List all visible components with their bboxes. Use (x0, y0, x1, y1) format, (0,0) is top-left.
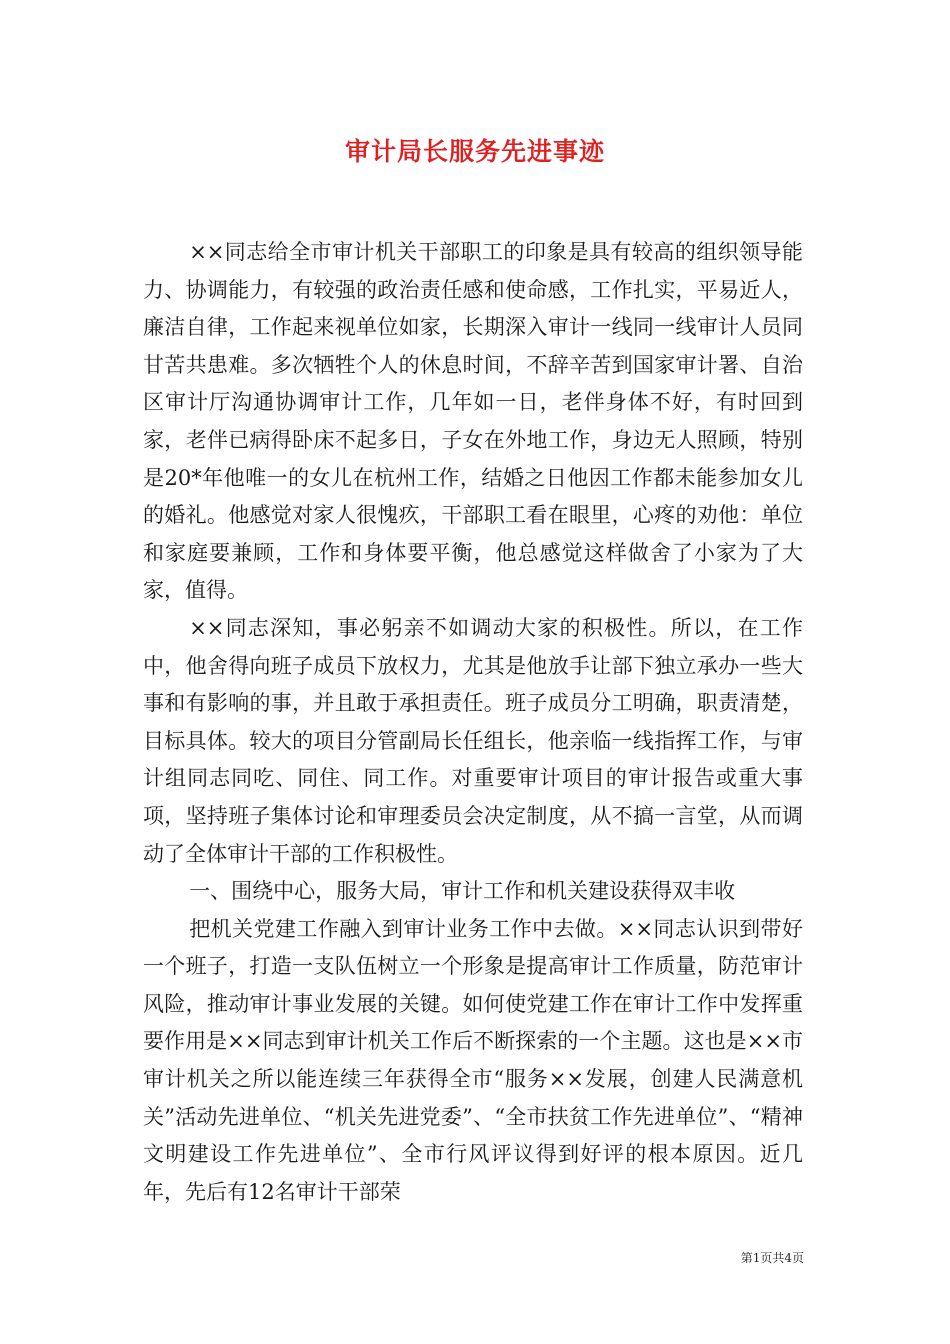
paragraph: ××同志给全市审计机关干部职工的印象是具有较高的组织领导能力、协调能力，有较强的政治责任感和使命感，工作扎实，平易近人，廉洁自律，工作起来视单位如家，长期深入审计一线同一线审计人员同甘苦共患难。多次牺牲个人的休息时间，不辞辛苦到国家审计署、自治区审计厅沟通协调审计工作，几年如一日，老伴身体不好，有时回到家，老伴已病得卧床不起多日，子女在外地工作，身边无人照顾，特别是20*年他唯一的女儿在杭州工作，结婚之日他因工作都未能参加女儿的婚礼。他感觉对家人很愧疚，干部职工看在眼里，心疼的劝他：单位和家庭要兼顾，工作和身体要平衡，他总感觉这样做舍了小家为了大家，值得。 (143, 240, 803, 603)
page-number: 第1页共4页 (740, 1251, 804, 1265)
document-body (143, 234, 803, 1211)
section-heading: 一、围绕中心，服务大局，审计工作和机关建设获得双丰收 (189, 879, 736, 904)
paragraph: 把机关党建工作融入到审计业务工作中去做。××同志认识到带好一个班子，打造一支队伍树立一个形象是提高审计工作质量，防范审计风险，推动审计事业发展的关键。如何使党建工作在审计工作中发挥重要作用是××同志到审计机关工作后不断探索的一个主题。这也是××市审计机关之所以能连续三年获得全市“服务××发展，创建人民满意机关”活动先进单位、“机关先进党委”、“全市扶贫工作先进单位”、“精神文明建设工作先进单位”、全市行风评议得到好评的根本原因。近几年，先后有12名审计干部荣 (143, 916, 803, 1204)
document-title: 审计局长服务先进事迹 (344, 137, 605, 166)
paragraph: ××同志深知，事必躬亲不如调动大家的积极性。所以，在工作中，他舍得向班子成员下放权力，尤其是他放手让部下独立承办一些大事和有影响的事，并且敢于承担责任。班子成员分工明确，职责清楚，目标具体。较大的项目分管副局长任组长，他亲临一线指挥工作，与审计组同志同吃、同住、同工作。对重要审计项目的审计报告或重大事项，坚持班子集体讨论和审理委员会决定制度，从不搞一言堂，从而调动了全体审计干部的工作积极性。 (143, 615, 803, 866)
